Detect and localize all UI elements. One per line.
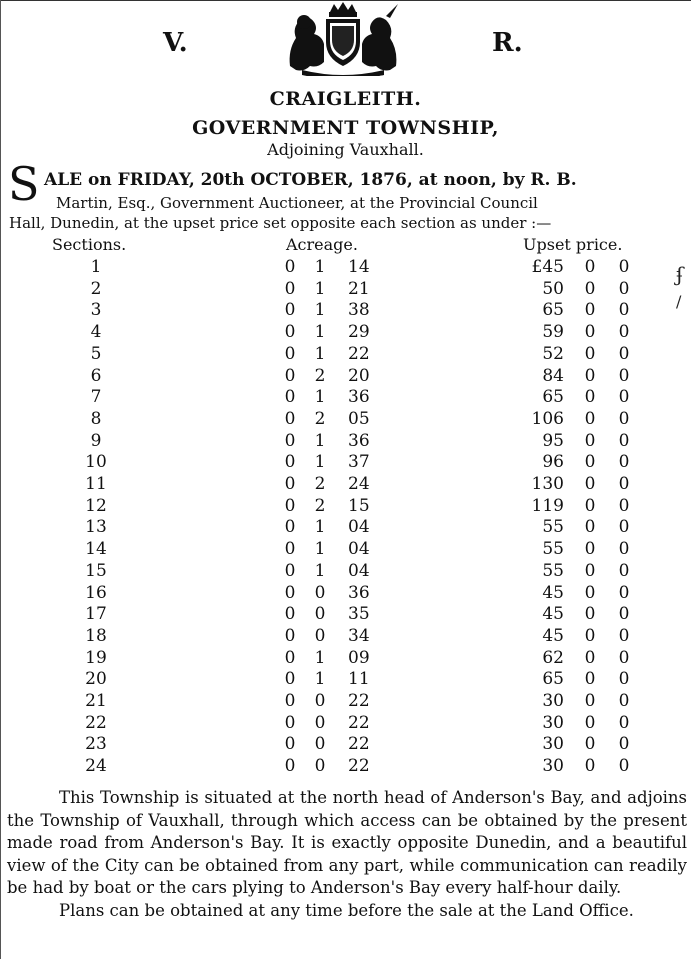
perches-cell: 36 [348,582,370,603]
acres-cell: 0 [284,669,296,690]
price-pounds-cell: 55 [542,560,564,581]
roods-cell: 0 [314,756,326,777]
header-right-initial: R. [492,28,523,58]
perches-cell: 22 [348,712,370,733]
acres-cell: 0 [284,604,296,625]
section-number-cell: 20 [85,669,107,690]
section-number-cell: 17 [85,604,107,625]
section-number-cell: 19 [85,647,107,668]
price-shillings-cell: 0 [584,257,596,277]
acres-cell: 0 [284,387,296,408]
price-pence-cell: 0 [618,625,630,646]
perches-cell: 35 [348,604,370,625]
roods-cell: 1 [314,300,326,321]
price-pounds-cell: 130 [531,474,564,494]
price-shillings-cell: 0 [584,734,596,755]
roods-cell: 1 [314,430,326,451]
roods-cell: 1 [314,278,326,299]
title-place-name: CRAIGLEITH. [269,88,422,110]
price-pounds-cell: 45 [542,604,564,625]
perches-cell: 34 [348,625,370,646]
margin-pencil-mark: ʄ [676,262,684,286]
price-pounds-cell: 50 [542,278,564,299]
acres-cell: 0 [284,343,296,364]
price-pounds-cell: 30 [542,734,564,755]
acres-cell: 0 [284,712,296,733]
price-pence-cell: 0 [618,300,630,321]
price-pounds-cell: 55 [542,517,564,538]
price-pence-cell: 0 [618,408,630,429]
roods-cell: 1 [314,647,326,668]
perches-cell: 22 [348,756,370,777]
header-left-initial: V. [163,28,188,58]
price-pence-cell: 0 [618,604,630,625]
price-pence-cell: 0 [618,257,630,277]
price-pence-cell: 0 [618,365,630,386]
roods-cell: 0 [314,625,326,646]
perches-cell: 11 [348,669,370,690]
price-pounds-cell: £45 [531,257,564,277]
price-pence-cell: 0 [618,343,630,364]
roods-cell: 0 [314,582,326,603]
price-shillings-cell: 0 [584,539,596,560]
title-subtitle: Adjoining Vauxhall. [267,140,424,159]
section-number-cell: 6 [90,365,102,386]
table-row [0,279,691,301]
header-upset-price: Upset price. [523,235,623,254]
acres-cell: 0 [284,278,296,299]
section-number-cell: 5 [90,343,102,364]
table-row [0,344,691,366]
perches-cell: 29 [348,322,370,343]
roods-cell: 2 [314,408,326,429]
perches-cell: 14 [348,257,370,277]
price-pounds-cell: 30 [542,756,564,777]
intro-line-2: Martin, Esq., Government Auctioneer, at the Provincial Council [56,194,538,212]
acres-cell: 0 [284,430,296,451]
price-pence-cell: 0 [618,452,630,473]
acres-cell: 0 [284,647,296,668]
section-number-cell: 7 [90,387,102,408]
section-number-cell: 3 [90,300,102,321]
price-pence-cell: 0 [618,517,630,538]
table-row [0,539,691,561]
price-pounds-cell: 96 [542,452,564,473]
section-number-cell: 22 [85,712,107,733]
acres-cell: 0 [284,408,296,429]
margin-pencil-mark: / [676,292,682,311]
price-shillings-cell: 0 [584,474,596,494]
price-pence-cell: 0 [618,430,630,451]
acres-cell: 0 [284,756,296,777]
acres-cell: 0 [284,539,296,560]
price-pence-cell: 0 [618,322,630,343]
drop-cap: S [8,157,40,211]
price-pounds-cell: 52 [542,343,564,364]
section-number-cell: 14 [85,539,107,560]
price-pounds-cell: 62 [542,647,564,668]
acres-cell: 0 [284,300,296,321]
intro-line-3: Hall, Dunedin, at the upset price set opposite each section as under :— [9,214,552,232]
section-number-cell: 21 [85,691,107,711]
price-pence-cell: 0 [618,278,630,299]
price-shillings-cell: 0 [584,300,596,321]
price-pence-cell: 0 [618,647,630,668]
perches-cell: 21 [348,278,370,299]
table-row [0,734,691,756]
price-pounds-cell: 106 [531,408,564,429]
price-shillings-cell: 0 [584,669,596,690]
section-number-cell: 10 [85,452,107,473]
table-row [0,756,691,778]
table-row [0,604,691,626]
table-row [0,257,691,279]
price-shillings-cell: 0 [584,452,596,473]
acres-cell: 0 [284,495,296,516]
roods-cell: 0 [314,712,326,733]
acres-cell: 0 [284,257,296,277]
table-row [0,648,691,670]
price-shillings-cell: 0 [584,517,596,538]
acres-cell: 0 [284,365,296,386]
table-row [0,669,691,691]
title-township: GOVERNMENT TOWNSHIP, [192,117,499,139]
roods-cell: 1 [314,560,326,581]
price-pence-cell: 0 [618,474,630,494]
roods-cell: 1 [314,669,326,690]
price-pounds-cell: 119 [531,495,564,516]
price-pence-cell: 0 [618,560,630,581]
perches-cell: 09 [348,647,370,668]
header-acreage: Acreage. [286,235,358,254]
description-text [7,787,687,922]
table-row [0,561,691,583]
roods-cell: 1 [314,387,326,408]
price-pounds-cell: 65 [542,387,564,408]
table-row [0,496,691,518]
price-pence-cell: 0 [618,495,630,516]
perches-cell: 15 [348,495,370,516]
price-shillings-cell: 0 [584,322,596,343]
section-number-cell: 18 [85,625,107,646]
price-pence-cell: 0 [618,539,630,560]
price-pence-cell: 0 [618,734,630,755]
table-row [0,322,691,344]
price-pence-cell: 0 [618,712,630,733]
price-pence-cell: 0 [618,582,630,603]
table-row [0,431,691,453]
table-row [0,409,691,431]
price-pounds-cell: 45 [542,625,564,646]
acres-cell: 0 [284,560,296,581]
roods-cell: 2 [314,474,326,494]
acres-cell: 0 [284,625,296,646]
table-row [0,583,691,605]
price-pence-cell: 0 [618,756,630,777]
roods-cell: 0 [314,691,326,711]
price-pounds-cell: 55 [542,539,564,560]
roods-cell: 0 [314,604,326,625]
top-border [0,0,691,1]
perches-cell: 05 [348,408,370,429]
price-shillings-cell: 0 [584,560,596,581]
roods-cell: 1 [314,322,326,343]
roods-cell: 1 [314,257,326,277]
acres-cell: 0 [284,517,296,538]
roods-cell: 2 [314,495,326,516]
perches-cell: 04 [348,517,370,538]
price-shillings-cell: 0 [584,343,596,364]
price-shillings-cell: 0 [584,604,596,625]
price-pounds-cell: 30 [542,712,564,733]
table-row [0,300,691,322]
section-number-cell: 13 [85,517,107,538]
description-paragraph: This Township is situated at the north head of Anderson's Bay, and adjoins the Township of Vauxhall, through which access can be obtained by the present made road from Anderson's Bay. It is exactly opposite Dunedin, and a beautiful view of the City can be obtained from any part, while communication can readily be had by boat or the cars plying to Anderson's Bay every half-hour daily. [7,788,687,897]
perches-cell: 22 [348,691,370,711]
price-shillings-cell: 0 [584,691,596,711]
section-number-cell: 8 [90,408,102,429]
roods-cell: 0 [314,734,326,755]
price-shillings-cell: 0 [584,712,596,733]
price-shillings-cell: 0 [584,430,596,451]
section-number-cell: 24 [85,756,107,777]
table-row [0,517,691,539]
section-number-cell: 11 [85,474,107,494]
price-pounds-cell: 84 [542,365,564,386]
perches-cell: 38 [348,300,370,321]
table-row [0,387,691,409]
acres-cell: 0 [284,582,296,603]
acres-cell: 0 [284,691,296,711]
royal-coat-of-arms-icon [282,2,404,76]
table-row [0,366,691,388]
acres-cell: 0 [284,452,296,473]
section-number-cell: 15 [85,560,107,581]
perches-cell: 04 [348,539,370,560]
perches-cell: 04 [348,560,370,581]
intro-line-1: ALE on FRIDAY, 20th OCTOBER, 1876, at noon, by R. B. [44,170,577,190]
perches-cell: 24 [348,474,370,494]
price-shillings-cell: 0 [584,582,596,603]
price-shillings-cell: 0 [584,756,596,777]
price-shillings-cell: 0 [584,365,596,386]
price-shillings-cell: 0 [584,647,596,668]
price-shillings-cell: 0 [584,278,596,299]
acres-cell: 0 [284,322,296,343]
price-pounds-cell: 30 [542,691,564,711]
table-row [0,474,691,496]
price-pounds-cell: 65 [542,300,564,321]
roods-cell: 2 [314,365,326,386]
price-shillings-cell: 0 [584,387,596,408]
section-number-cell: 23 [85,734,107,755]
plans-paragraph: Plans can be obtained at any time before the sale at the Land Office. [59,900,634,920]
price-shillings-cell: 0 [584,625,596,646]
price-pence-cell: 0 [618,669,630,690]
perches-cell: 22 [348,734,370,755]
price-pounds-cell: 95 [542,430,564,451]
section-number-cell: 2 [90,278,102,299]
price-pounds-cell: 65 [542,669,564,690]
table-row [0,626,691,648]
price-pence-cell: 0 [618,691,630,711]
roods-cell: 1 [314,452,326,473]
table-row [0,713,691,735]
roods-cell: 1 [314,343,326,364]
table-row [0,691,691,713]
roods-cell: 1 [314,539,326,560]
price-pence-cell: 0 [618,387,630,408]
section-number-cell: 1 [90,257,102,277]
section-number-cell: 16 [85,582,107,603]
price-shillings-cell: 0 [584,408,596,429]
perches-cell: 22 [348,343,370,364]
perches-cell: 36 [348,387,370,408]
perches-cell: 36 [348,430,370,451]
acres-cell: 0 [284,474,296,494]
perches-cell: 37 [348,452,370,473]
roods-cell: 1 [314,517,326,538]
table-row [0,452,691,474]
section-number-cell: 9 [90,430,102,451]
section-number-cell: 12 [85,495,107,516]
perches-cell: 20 [348,365,370,386]
acres-cell: 0 [284,734,296,755]
price-pounds-cell: 59 [542,322,564,343]
header-sections: Sections. [52,235,127,254]
price-shillings-cell: 0 [584,495,596,516]
section-number-cell: 4 [90,322,102,343]
price-pounds-cell: 45 [542,582,564,603]
